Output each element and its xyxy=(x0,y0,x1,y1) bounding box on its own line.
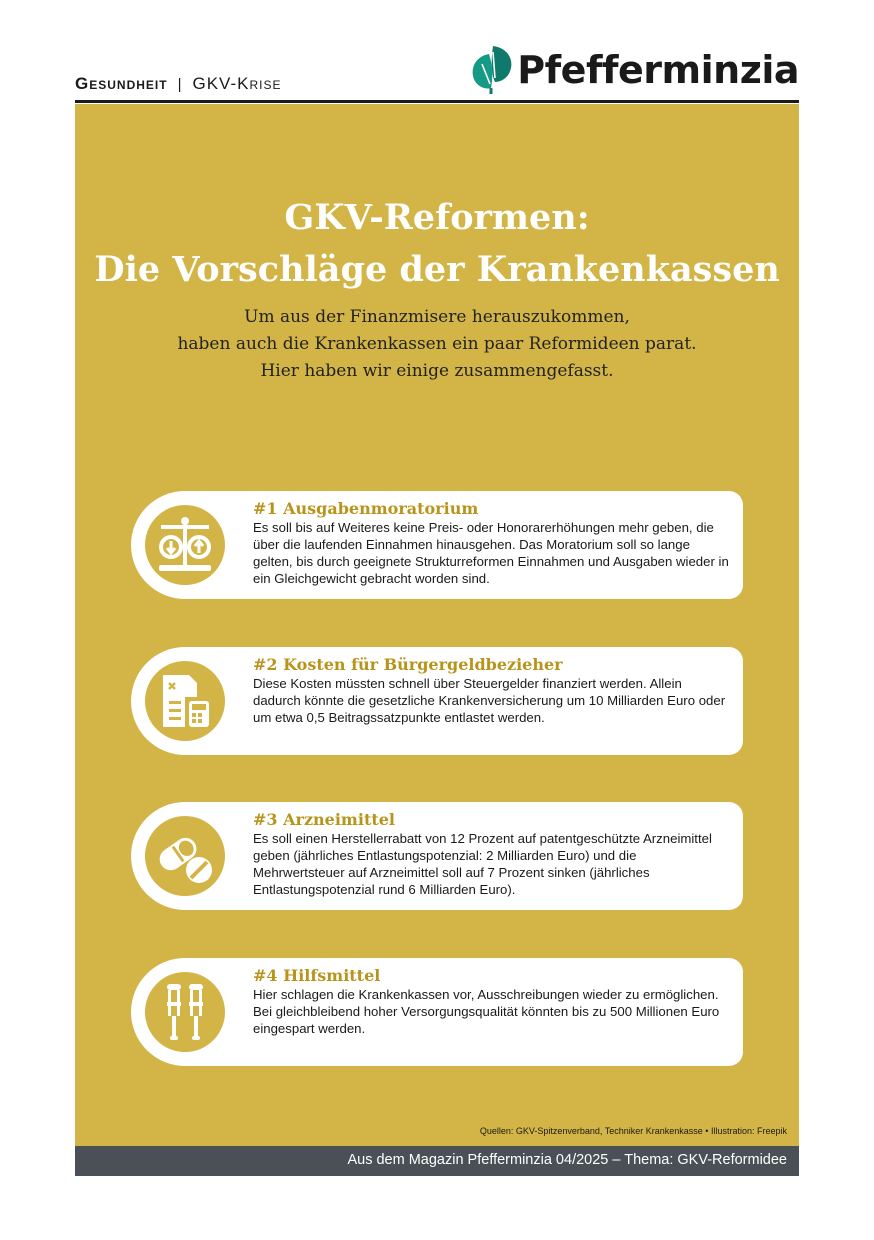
card-text: Es soll bis auf Weiteres keine Preis- oder Honorarerhöhungen mehr geben, die über die laufenden Einnahmen hinausgehen. Das Moratorium soll so lange gelten, bis durch geeignete Strukturreformen Einnahmen und Ausgaben wieder in ein Gleichgewicht gebracht worden sind. xyxy=(253,520,729,586)
card-icon-circle xyxy=(131,647,239,755)
logo xyxy=(467,42,799,98)
footer-bar xyxy=(75,1146,799,1176)
card-icon-circle xyxy=(131,958,239,1066)
intro-line-2: haben auch die Krankenkassen ein paar Reformideen parat. xyxy=(177,334,697,354)
card-icon-circle xyxy=(131,802,239,910)
card-icon-circle xyxy=(131,491,239,599)
kicker xyxy=(75,74,281,94)
scale-icon xyxy=(145,505,225,585)
intro-text xyxy=(75,304,799,385)
intro-line-1: Um aus der Finanzmisere herauszukommen, xyxy=(244,307,630,327)
card-text: Es soll einen Herstellerrabatt von 12 Prozent auf patentgeschützte Arzneimittel geben (jährliches Entlastungspotenzial: 2 Milliarden Euro) und die Mehrwertsteuer auf Arzneimittel soll auf 7 Prozent sinken (jährliches Entlastungspotenzial rund 6 Milliarden Euro). xyxy=(253,831,712,897)
mint-leaf-icon xyxy=(467,44,515,96)
title-line-2: Die Vorschläge der Krankenkassen xyxy=(94,249,780,290)
reform-card-4 xyxy=(131,958,743,1066)
card-title: #4 Hilfsmittel xyxy=(253,966,381,985)
card-text: Diese Kosten müssten schnell über Steuergelder finanziert werden. Allein dadurch könnte die gesetzliche Krankenversicherung um 10 Milliarden Euro oder um etwa 0,5 Beitragssatzpunkte entlastet werden. xyxy=(253,676,726,725)
page-header xyxy=(75,0,799,102)
logo-text: Pfefferminzia xyxy=(517,48,799,92)
kicker-separator: | xyxy=(177,76,183,93)
title-line-1: GKV-Reformen: xyxy=(284,197,590,238)
infographic-panel xyxy=(75,104,799,1146)
pill-icon xyxy=(145,816,225,896)
card-text: Hier schlagen die Krankenkassen vor, Ausschreibungen wieder zu ermöglichen. Bei gleichbleibend hoher Versorgungsqualität könnten bis zu 500 Millionen Euro eingespart werden. xyxy=(253,987,720,1036)
intro-line-3: Hier haben wir einige zusammengefasst. xyxy=(260,361,614,381)
card-title: #2 Kosten für Bürgergeldbezieher xyxy=(253,655,563,674)
reform-card-1 xyxy=(131,491,743,599)
reform-card-2 xyxy=(131,647,743,755)
reform-card-3 xyxy=(131,802,743,910)
header-rule xyxy=(75,100,799,103)
kicker-category: Gesundheit xyxy=(75,74,168,93)
kicker-topic: GKV-Krise xyxy=(192,74,282,93)
footer-text: Aus dem Magazin Pfefferminzia 04/2025 – Thema: GKV-Reformidee xyxy=(347,1152,787,1168)
card-title: #1 Ausgabenmoratorium xyxy=(253,499,479,518)
crutches-icon xyxy=(145,972,225,1052)
sources-note: Quellen: GKV-Spitzenverband, Techniker Krankenkasse • Illustration: Freepik xyxy=(479,1126,787,1136)
card-title: #3 Arzneimittel xyxy=(253,810,395,829)
page-title xyxy=(75,192,799,296)
calculator-document-icon xyxy=(145,661,225,741)
